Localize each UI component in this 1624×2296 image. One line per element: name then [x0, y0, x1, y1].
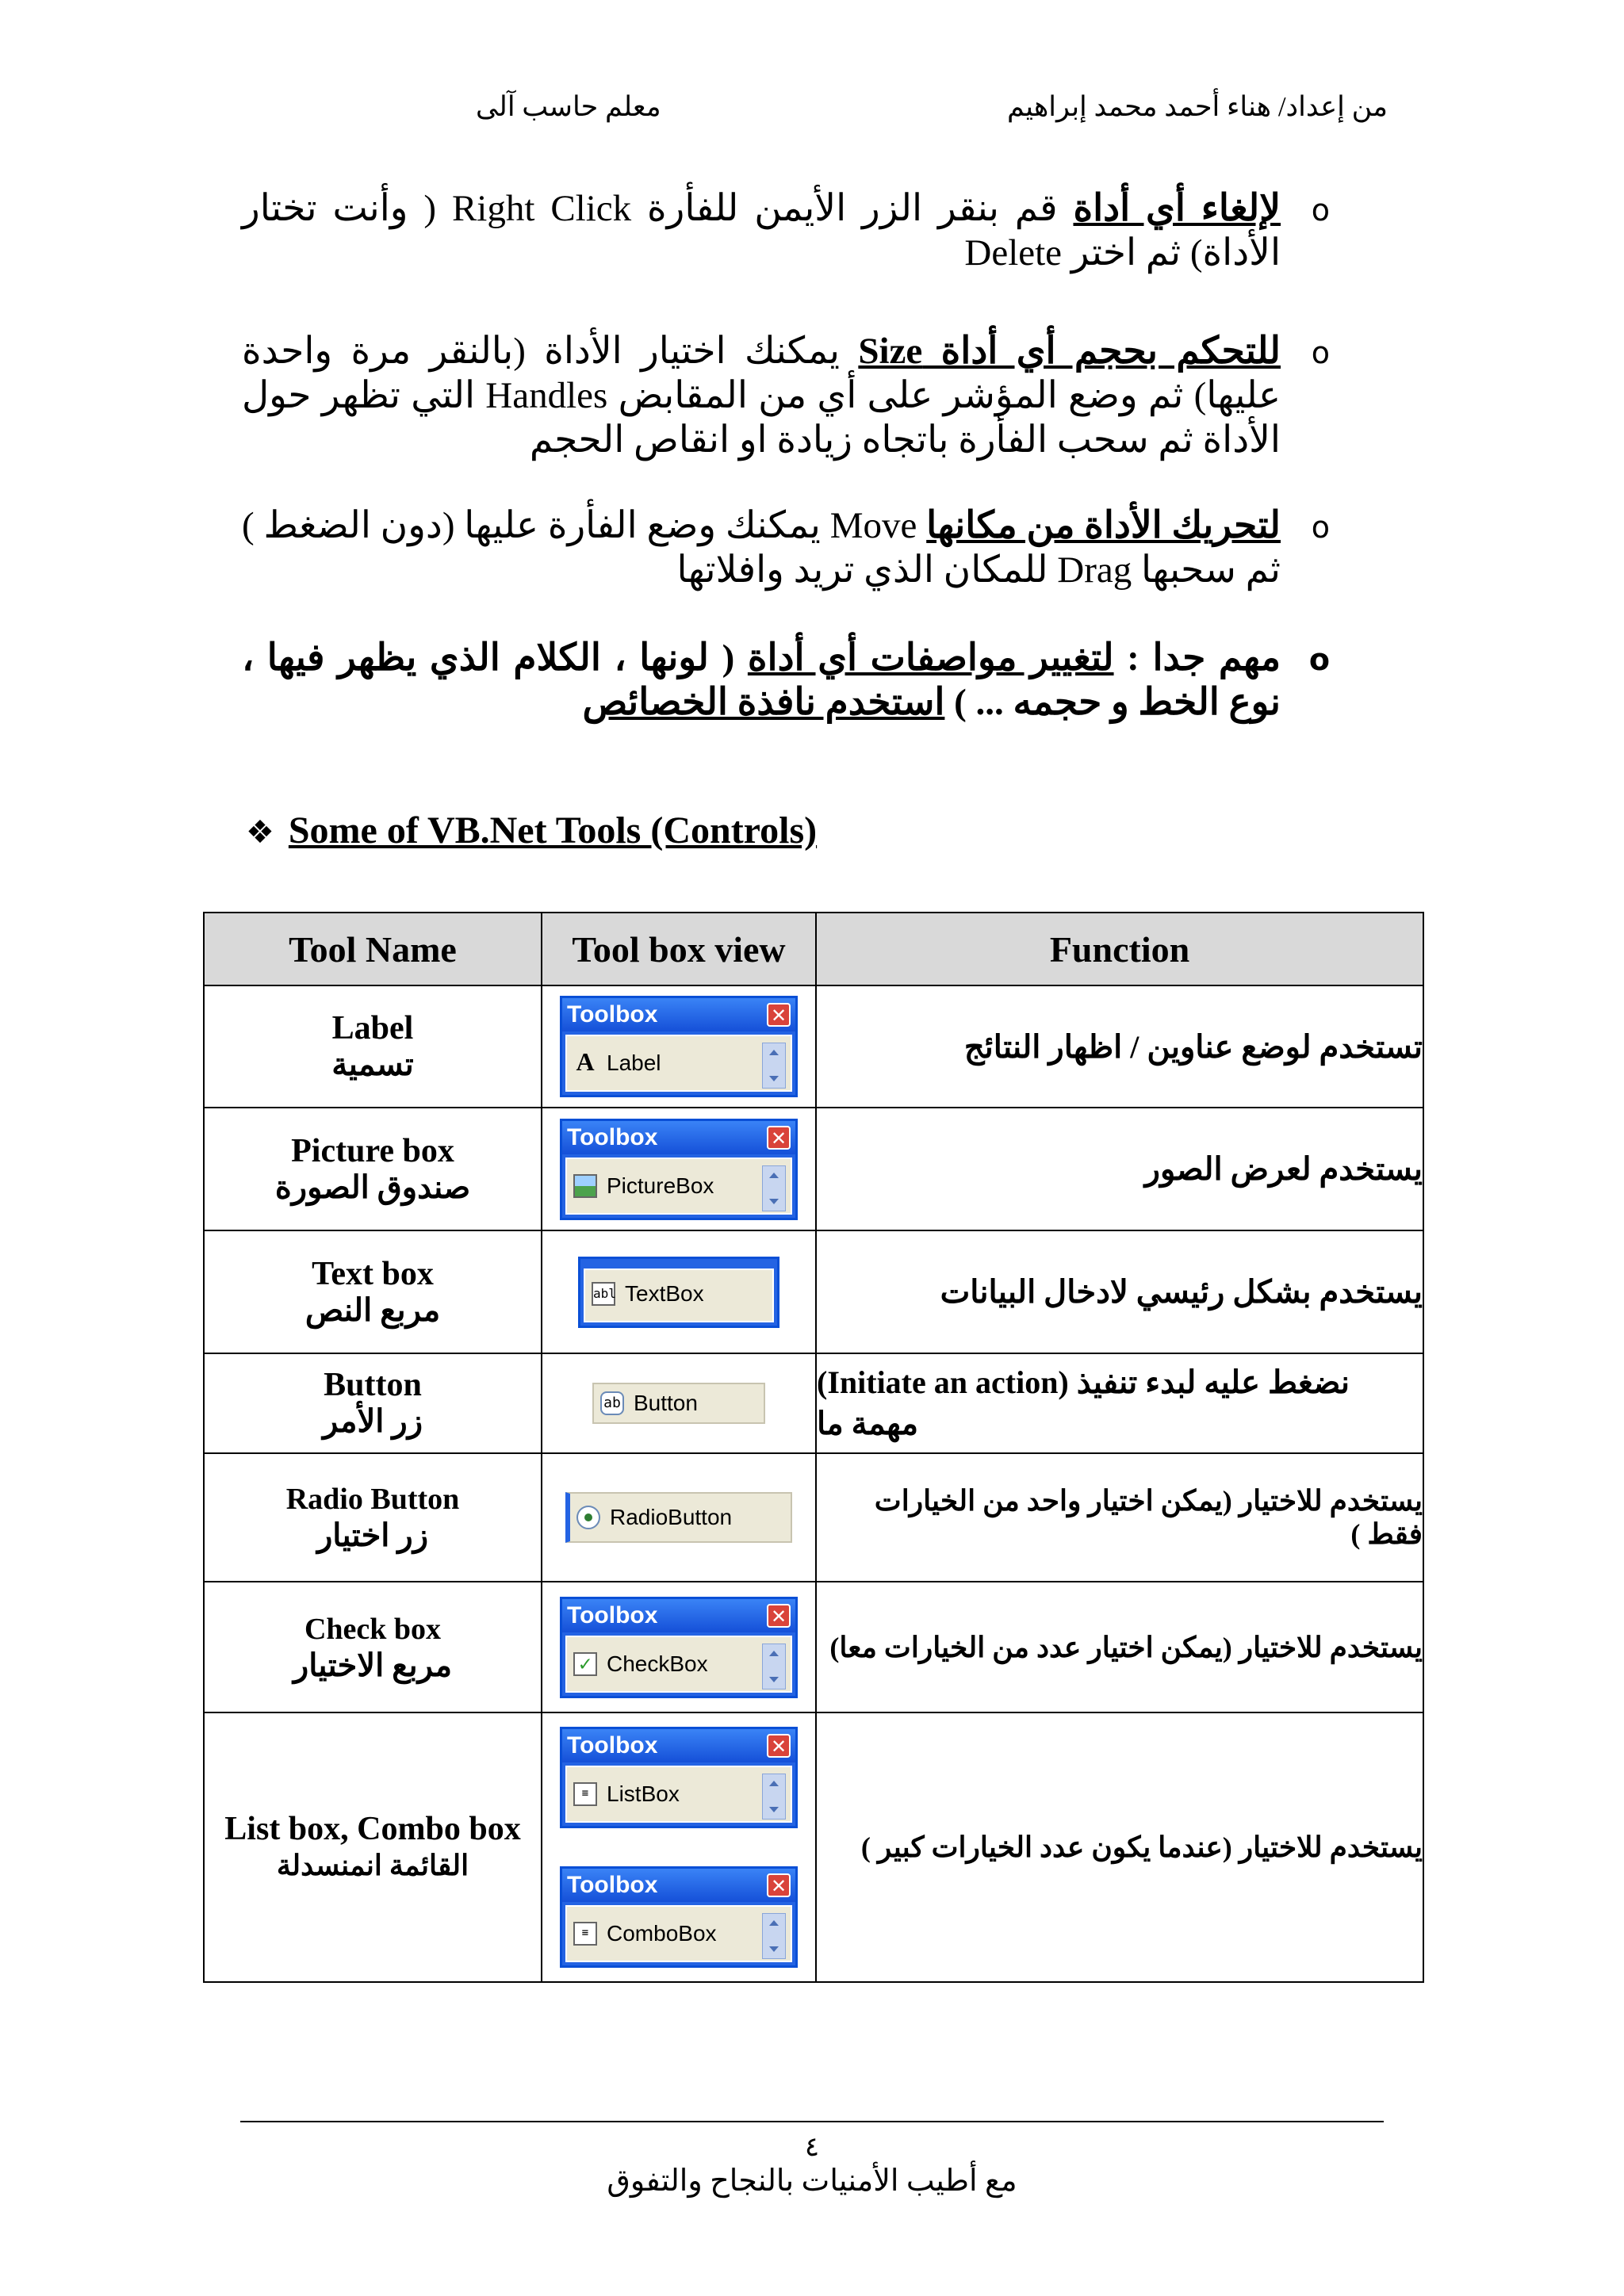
table-row: [204, 1712, 1423, 1982]
page-header: [476, 91, 1388, 139]
function-cell: يستخدم للاختيار (عندما يكون عدد الخيارات كبير ): [816, 1712, 1423, 1982]
table-row: [204, 1453, 1423, 1582]
tool-name-cell: [204, 1353, 542, 1453]
listbox-icon: ≡: [573, 1782, 597, 1806]
bullet-marker-icon: o: [1311, 510, 1330, 545]
table-row: [204, 1108, 1423, 1230]
toolbox-item: [573, 1169, 714, 1203]
diamond-bullet-icon: ❖: [246, 814, 274, 851]
toolbox-view-cell: [542, 985, 816, 1108]
toolbox-window: [560, 1866, 798, 1968]
toolbox-item: [592, 1276, 704, 1311]
toolbox-view-cell: [542, 1453, 816, 1582]
toolbox-item-label: ListBox: [607, 1781, 680, 1806]
toolbox-item-label: TextBox: [625, 1280, 704, 1306]
picture-icon: [573, 1174, 597, 1198]
close-icon: ✕: [767, 1873, 791, 1897]
bullet-lead: لإلغاء أي أداة: [1073, 188, 1281, 229]
toolbox-item-label: PictureBox: [607, 1173, 714, 1198]
toolbox-window: [560, 1597, 798, 1698]
author-name: من إعداد/ هناء أحمد محمد إبراهيم: [1006, 91, 1388, 122]
tool-name-cell: [204, 1582, 542, 1712]
toolbox-view-cell: [542, 1712, 816, 1982]
scroll-arrows-icon: [762, 1774, 786, 1820]
toolbox-title: Toolbox: [567, 1123, 658, 1150]
bullet-lead: للتحكم بحجم أي أداة Size: [858, 331, 1281, 372]
toolbox-title: Toolbox: [567, 1601, 658, 1628]
tool-name: Button: [324, 1367, 422, 1403]
scroll-arrows-icon: [762, 1043, 786, 1089]
footer-divider: [240, 2121, 1384, 2122]
toolbox-window: [560, 1119, 798, 1220]
tool-name-ar: صندوق الصورة: [274, 1169, 471, 1205]
tool-name-ar: زر اختيار: [316, 1517, 429, 1553]
bullet-move-tool: [242, 503, 1330, 592]
function-cell: يستخدم لعرض الصور: [816, 1108, 1423, 1230]
tool-name-cell: [204, 1230, 542, 1353]
textbox-abl-icon: abl: [592, 1282, 615, 1306]
section-title-text: Some of VB.Net Tools (Controls): [288, 809, 818, 851]
tool-name-ar: مربع الاختيار: [293, 1647, 453, 1683]
footer-text: مع أطيب الأمنيات بالنجاح والتفوق: [607, 2164, 1017, 2198]
toolbox-item: [600, 1386, 698, 1421]
toolbox-view-cell: [542, 1353, 816, 1453]
toolbox-item-label: ComboBox: [607, 1921, 717, 1946]
toolbox-window-cropped: [578, 1257, 779, 1328]
tool-name: Text box: [312, 1255, 434, 1292]
function-cell: [816, 1353, 1423, 1453]
bullet-prefix: مهم جدا :: [1113, 637, 1281, 679]
toolbox-titlebar: [562, 998, 795, 1031]
bullet-lead: لتحريك الأداة من مكانها: [926, 505, 1281, 546]
scroll-arrows-icon: [762, 1165, 786, 1211]
toolbox-title: Toolbox: [567, 1732, 658, 1758]
toolbox-window: [560, 1727, 798, 1828]
bullet-marker-icon: o: [1311, 193, 1330, 228]
toolbox-item: [573, 1647, 708, 1682]
bullet-text: Move يمكنك وضع الفأرة عليها (دون الضغط ) ثم سحبها Drag للمكان الذي تريد وافلاتها: [242, 505, 1281, 591]
table-row: [204, 1230, 1423, 1353]
table-row: [204, 1582, 1423, 1712]
bullet-properties: [242, 636, 1330, 725]
tool-name: List box, Combo box: [224, 1811, 521, 1847]
tool-name: Check box: [304, 1612, 442, 1646]
table-row: [204, 1353, 1423, 1453]
tool-name: Radio Button: [285, 1483, 460, 1516]
function-cell: يستخدم بشكل رئيسي لادخال البيانات: [816, 1230, 1423, 1353]
tool-name-ar: القائمة انمنسدلة: [276, 1850, 469, 1881]
tool-name-ar: تسمية: [331, 1047, 414, 1082]
toolbox-item-label: RadioButton: [610, 1505, 733, 1529]
author-role: معلم حاسب آلى: [476, 91, 661, 122]
bullet-marker-icon: o: [1308, 642, 1330, 677]
toolbox-item: [576, 1500, 732, 1535]
table-header-row: [204, 913, 1423, 985]
radio-icon: [576, 1506, 600, 1529]
section-title: [246, 809, 817, 852]
toolbox-window: [560, 996, 798, 1097]
bullet-lead: لتغيير مواصفات أي أداة: [747, 637, 1114, 679]
close-icon: ✕: [767, 1734, 791, 1758]
toolbox-view-cell: [542, 1230, 816, 1353]
toolbox-item-row: [592, 1383, 765, 1424]
label-a-icon: A: [576, 1047, 595, 1076]
tool-name-cell: [204, 1108, 542, 1230]
tool-name-ar: مربع النص: [304, 1292, 441, 1328]
checkbox-icon: ✓: [573, 1652, 597, 1676]
toolbox-item-label: Label: [607, 1050, 661, 1075]
tools-table: [203, 912, 1424, 1983]
bullet-delete-tool: [242, 186, 1330, 275]
tool-name-cell: [204, 985, 542, 1108]
toolbox-item-label: CheckBox: [607, 1651, 708, 1676]
toolbox-titlebar: [562, 1869, 795, 1902]
toolbox-item-label: Button: [634, 1391, 698, 1415]
toolbox-title: Toolbox: [567, 1872, 658, 1898]
toolbox-item-row: [565, 1492, 792, 1543]
scroll-arrows-icon: [762, 1913, 786, 1959]
tool-name: Picture box: [291, 1132, 454, 1169]
close-icon: ✕: [767, 1126, 791, 1150]
close-icon: ✕: [767, 1604, 791, 1628]
page-number: ٤: [804, 2133, 820, 2162]
toolbox-titlebar: [562, 1729, 795, 1762]
function-en: (Initiate an action): [817, 1364, 1069, 1400]
close-icon: ✕: [767, 1003, 791, 1027]
table-row: [204, 985, 1423, 1108]
function-ar: نضغط عليه لبدء تنفيذ مهمة ما: [817, 1364, 1350, 1441]
bullet-text: ( لونها ، الكلام الذي يظهر فيها ، نوع الخط و حجمه ... ): [242, 637, 1281, 723]
function-cell: تستخدم لوضع عناوين / اظهار النتائج: [816, 985, 1423, 1108]
bullet-resize-tool: [242, 329, 1330, 462]
function-cell: يستخدم للاختيار (يمكن اختيار عدد من الخيارات معا): [816, 1582, 1423, 1712]
header-function: Function: [816, 913, 1423, 985]
tool-name: Label: [331, 1010, 414, 1047]
scroll-arrows-icon: [762, 1644, 786, 1689]
toolbox-item: [573, 1046, 661, 1081]
button-ab-icon: ab: [600, 1391, 624, 1415]
toolbox-view-cell: [542, 1582, 816, 1712]
toolbox-item: [573, 1777, 680, 1812]
tool-name-cell: [204, 1453, 542, 1582]
toolbox-titlebar: [562, 1121, 795, 1154]
toolbox-titlebar: [562, 1599, 795, 1632]
tool-name-ar: زر الأمر: [322, 1403, 423, 1439]
toolbox-title: Toolbox: [567, 1001, 658, 1027]
combobox-icon: ≡: [573, 1922, 597, 1946]
bullet-tail: استخدم نافذة الخصائص: [582, 682, 945, 723]
header-tool-name: Tool Name: [204, 913, 542, 985]
toolbox-view-cell: [542, 1108, 816, 1230]
tool-name-cell: [204, 1712, 542, 1982]
toolbox-item: [573, 1916, 717, 1951]
bullet-text: قم بنقر الزر الأيمن للفأرة Right Click ( وأنت تختار الأداة) ثم اختر Delete: [242, 188, 1281, 274]
bullet-marker-icon: o: [1311, 335, 1330, 370]
header-toolbox-view: Tool box view: [542, 913, 816, 985]
bullet-text: يمكنك اختيار الأداة (بالنقر مرة واحدة عليها) ثم وضع المؤشر على أي من المقابض Handles التي تظهر حول الأداة ثم سحب الفأرة باتجاه زيادة او انقاص الحجم: [242, 331, 1281, 461]
function-cell: يستخدم للاختيار (يمكن اختيار واحد من الخيارات فقط ): [816, 1453, 1423, 1582]
